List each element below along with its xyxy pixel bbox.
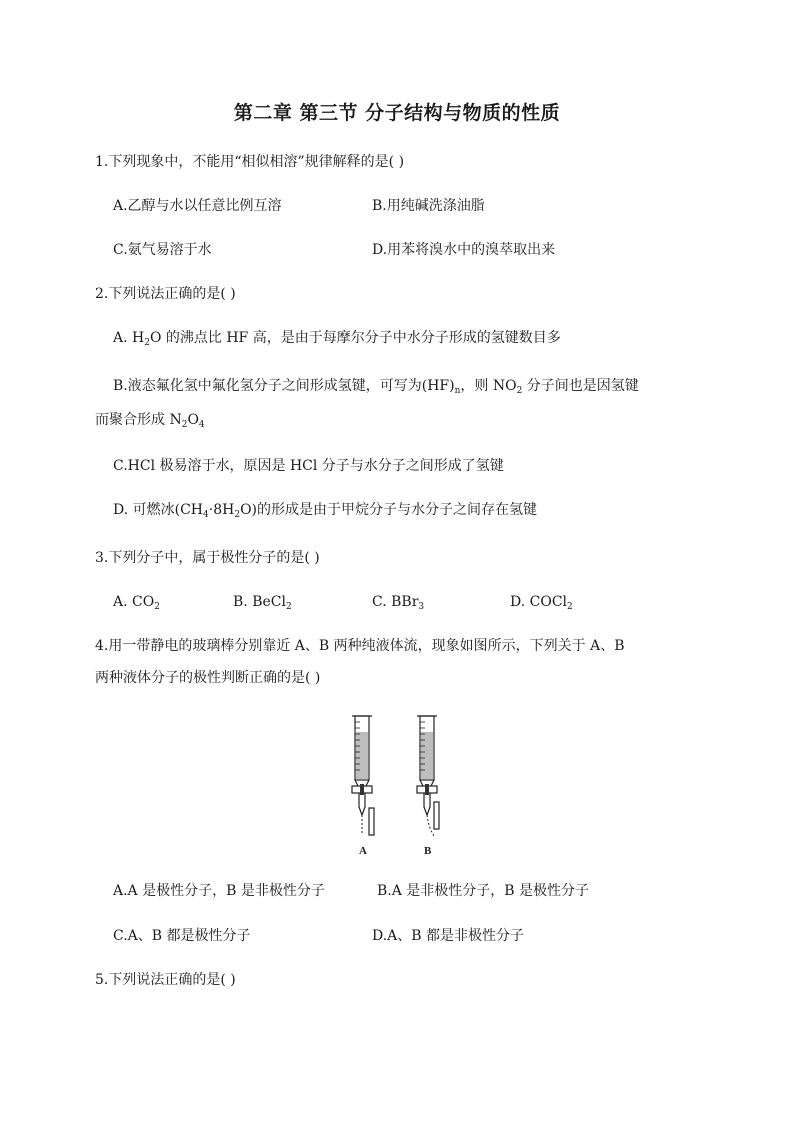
question-1-option-a: A.乙醇与水以任意比例互溶 (113, 198, 282, 214)
question-3-option-b: B. BeCl$_2$ (233, 594, 292, 612)
question-5-stem: 5.下列说法正确的是( ) (95, 972, 236, 988)
figure-label-b: B (424, 845, 432, 857)
question-1-option-b: B.用纯碱洗涤油脂 (372, 198, 485, 214)
question-3-option-d: D. COCl$_2$ (510, 594, 573, 612)
question-4-option-c: C.A、B 都是极性分子 (113, 928, 251, 944)
question-1-option-d: D.用苯将溴水中的溴萃取出来 (372, 242, 556, 258)
question-2-option-b-continued: 而聚合形成 $N_2O_4$ (95, 412, 205, 430)
question-3-option-a: A. $CO_2$ (113, 594, 160, 612)
question-4-option-d: D.A、B 都是非极性分子 (372, 928, 525, 944)
burette-b (417, 716, 439, 837)
question-2-option-b: B.液态氟化氢中氟化氢分子之间形成氢键，可写为$(HF)_n$，则 $NO_2$ 分子间也是因氢键 (113, 378, 639, 396)
question-4-option-b: B.A 是非极性分子，B 是极性分子 (377, 883, 590, 899)
question-1-stem: 1.下列现象中，不能用“相似相溶”规律解释的是( ) (95, 154, 405, 170)
figure-label-a: A (359, 845, 367, 857)
page-title: 第二章 第三节 分子结构与物质的性质 (233, 102, 561, 124)
question-4-stem-line-2: 两种液体分子的极性判断正确的是( ) (95, 670, 321, 686)
question-2-option-a: A. $H_2O$ 的沸点比 HF 高，是由于每摩尔分子中水分子形成的氢键数目多 (113, 330, 561, 348)
question-2-option-c: C.HCl 极易溶于水，原因是 HCl 分子与水分子之间形成了氢键 (113, 458, 504, 474)
question-4-option-a: A.A 是极性分子，B 是非极性分子 (113, 883, 325, 899)
question-2-option-d: D. 可燃冰$(CH_4\cdot 8H_2O)$的形成是由于甲烷分子与水分子之间存在氢键 (113, 502, 538, 520)
question-4-stem-line-1: 4.用一带静电的玻璃棒分别靠近 A、B 两种纯液体流，现象如图所示，下列关于 A、B (95, 638, 625, 654)
question-3-option-c: C. BBr$_3$ (372, 594, 425, 612)
burette-a (352, 716, 374, 835)
question-2-stem: 2.下列说法正确的是( ) (95, 286, 236, 302)
burette-diagram (338, 712, 458, 857)
question-3-stem: 3.下列分子中，属于极性分子的是( ) (95, 550, 320, 566)
question-1-option-c: C.氨气易溶于水 (113, 242, 212, 258)
